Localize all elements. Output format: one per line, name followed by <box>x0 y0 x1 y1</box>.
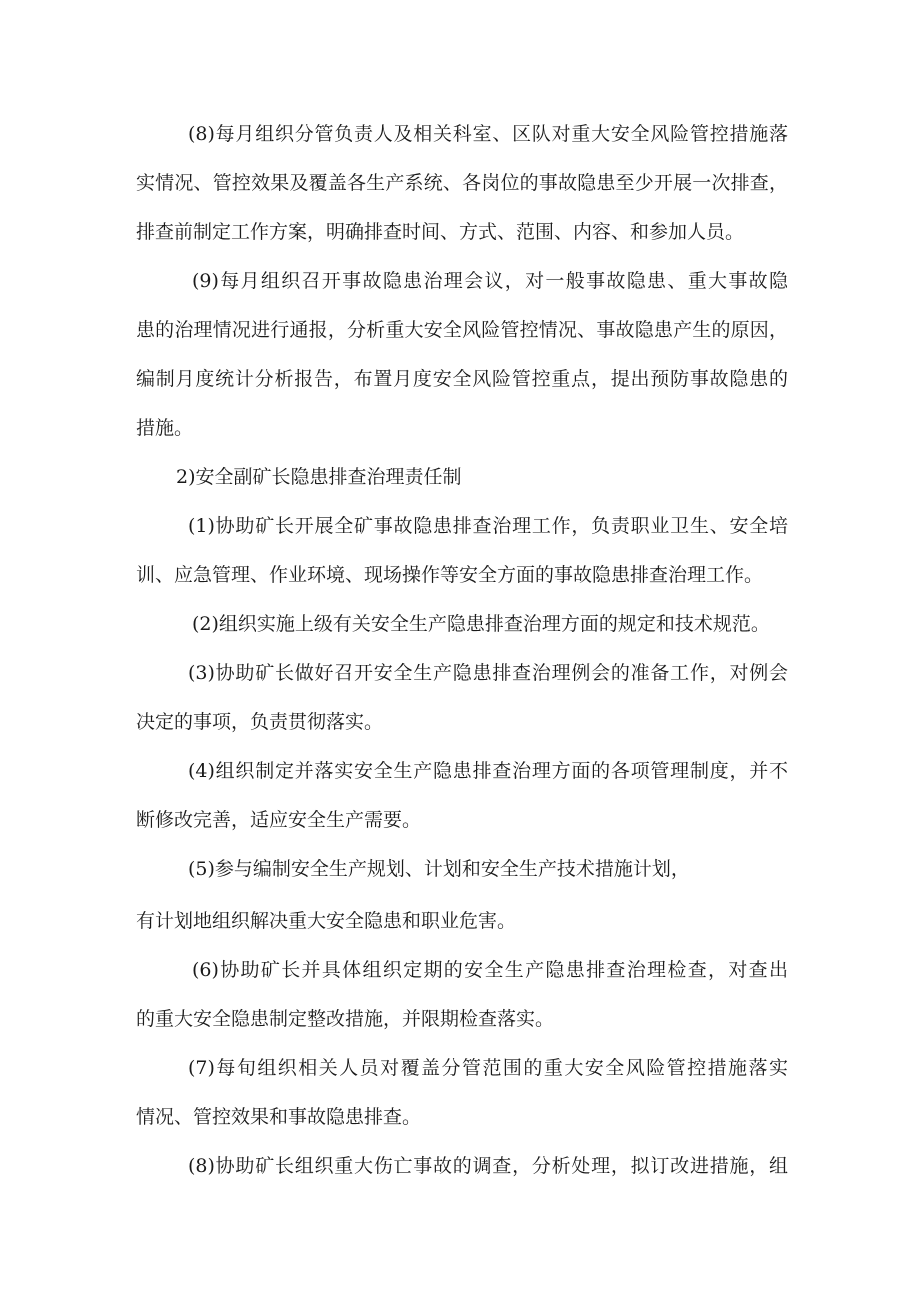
paragraph-9-line-1: (9)每月组织召开事故隐患治理会议，对一般事故隐患、重大事故隐 <box>192 270 788 292</box>
item-2-line-1: (2)组织实施上级有关安全生产隐患排查治理方面的规定和技术规范。 <box>192 613 770 635</box>
item-5-line-2: 有计划地组织解决重大安全隐患和职业危害。 <box>136 910 517 932</box>
item-7-line-2: 情况、管控效果和事故隐患排查。 <box>136 1106 422 1128</box>
item-8-line-1: (8)协助矿长组织重大伤亡事故的调查，分析处理，拟订改进措施，组 <box>188 1155 788 1177</box>
paragraph-8a-line-1: (8)每月组织分管负责人及相关科室、区队对重大安全风险管控措施落 <box>188 123 788 145</box>
item-7-line-1: (7)每旬组织相关人员对覆盖分管范围的重大安全风险管控措施落实 <box>188 1057 788 1079</box>
item-1-line-1: (1)协助矿长开展全矿事故隐患排查治理工作，负责职业卫生、安全培 <box>188 515 788 537</box>
item-5-line-1: (5)参与编制安全生产规划、计划和安全生产技术措施计划， <box>188 858 690 880</box>
paragraph-8a-line-3: 排查前制定工作方案，明确排查时间、方式、范围、内容、和参加人员。 <box>136 221 745 243</box>
paragraph-8a-line-2: 实情况、管控效果及覆盖各生产系统、各岗位的事故隐患至少开展一次排查， <box>136 172 788 194</box>
item-4-line-1: (4)组织制定并落实安全生产隐患排查治理方面的各项管理制度，并不 <box>188 760 788 782</box>
item-3-line-1: (3)协助矿长做好召开安全生产隐患排查治理例会的准备工作，对例会 <box>188 662 788 684</box>
paragraph-9-line-3: 编制月度统计分析报告，布置月度安全风险管控重点，提出预防事故隐患的 <box>136 368 788 390</box>
item-6-line-1: (6)协助矿长并具体组织定期的安全生产隐患排查治理检查，对查出 <box>192 959 788 981</box>
paragraph-9-line-4: 措施。 <box>136 417 194 439</box>
item-3-line-2: 决定的事项，负责贯彻落实。 <box>136 711 384 733</box>
section-heading: 2)安全副矿长隐患排查治理责任制 <box>176 466 462 488</box>
item-6-line-2: 的重大安全隐患制定整改措施，并限期检查落实。 <box>136 1008 555 1030</box>
paragraph-9-line-2: 患的治理情况进行通报，分析重大安全风险管控情况、事故隐患产生的原因， <box>136 319 788 341</box>
item-4-line-2: 断修改完善，适应安全生产需要。 <box>136 809 422 831</box>
item-1-line-2: 训、应急管理、作业环境、现场操作等安全方面的事故隐患排查治理工作。 <box>136 564 764 586</box>
